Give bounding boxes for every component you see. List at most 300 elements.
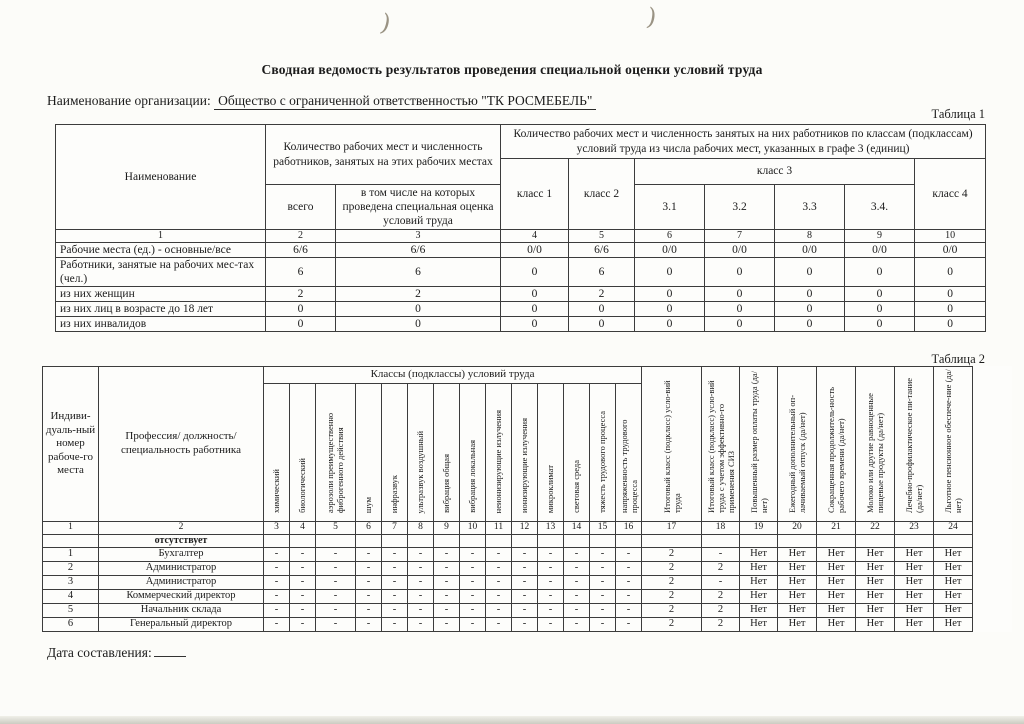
table-cell: -: [616, 603, 642, 617]
table-cell: Нет: [895, 575, 934, 589]
t1-header-name: Наименование: [56, 125, 266, 230]
table-cell: -: [408, 547, 434, 561]
t2-header-nonionizing: [486, 384, 512, 522]
t1-header-group-left: Количество рабочих мест и численность работников, занятых на этих рабочих местах: [266, 125, 501, 185]
table-cell: -: [590, 575, 616, 589]
rotated-header-text: Сокращенная продолжитель-ность рабочего времени (да/нет): [826, 387, 847, 514]
empty-cell: [740, 534, 778, 547]
col-number: 13: [538, 521, 564, 534]
table-cell: Нет: [817, 575, 856, 589]
rotated-header-text: неионизирующие излучения: [493, 409, 504, 513]
profession-cell: Администратор: [99, 561, 264, 575]
t1-header-class2: класс 2: [569, 159, 635, 230]
table-cell: -: [316, 547, 356, 561]
table-cell: 2: [642, 617, 702, 631]
table-cell: 2: [702, 617, 740, 631]
organization-name: Общество с ограниченной ответственностью "ТК РОСМЕБЕЛЬ": [214, 93, 596, 110]
t1-header-group-right: Количество рабочих мест и численность занятых на них работников по классам (подклассам) условий труда из числа рабочих мест, указанных в графе 3 (единиц): [501, 125, 986, 159]
table-cell: -: [408, 589, 434, 603]
table-cell: -: [290, 603, 316, 617]
rotated-header-text: тяжесть трудового процесса: [597, 411, 608, 513]
table-cell: -: [564, 617, 590, 631]
table-cell: Нет: [856, 575, 895, 589]
table1-caption: Таблица 1: [931, 107, 985, 121]
table-cell: 6/6: [569, 243, 635, 258]
t2-header-profession: Профессия/ должность/ специальность работника: [99, 367, 264, 522]
table-cell: 0: [705, 258, 775, 287]
table-cell: 0: [569, 317, 635, 332]
table-cell: Нет: [778, 575, 817, 589]
table-cell: -: [538, 575, 564, 589]
table-cell: 0: [501, 287, 569, 302]
table-cell: -: [316, 603, 356, 617]
table-cell: 0: [915, 287, 986, 302]
table-cell: 0: [336, 317, 501, 332]
empty-cell: [434, 534, 460, 547]
workplace-number: 5: [43, 603, 99, 617]
table-cell: Нет: [934, 603, 973, 617]
table-cell: 0: [775, 258, 845, 287]
t2-header-increased-pay: [740, 367, 778, 522]
date-blank-underline: [154, 644, 186, 657]
table-row: [43, 561, 1012, 575]
table-cell: -: [382, 575, 408, 589]
table-cell: -: [460, 603, 486, 617]
table-cell: Нет: [895, 617, 934, 631]
table-cell: 2: [336, 287, 501, 302]
t2-header-intensity: [616, 384, 642, 522]
table-cell: 0: [501, 258, 569, 287]
col-number: 21: [817, 521, 856, 534]
col-number: 14: [564, 521, 590, 534]
table-cell: 6: [336, 258, 501, 287]
table-cell: 2: [266, 287, 336, 302]
table-cell: 0: [635, 317, 705, 332]
col-number: 1: [43, 521, 99, 534]
table-cell: 0: [845, 302, 915, 317]
table-cell: -: [702, 547, 740, 561]
table-row: [43, 617, 1012, 631]
table-cell: -: [512, 575, 538, 589]
scan-artifact-paren-right: ): [644, 2, 659, 32]
table-cell: 0/0: [501, 243, 569, 258]
table-cell: Нет: [856, 547, 895, 561]
table-cell: -: [486, 603, 512, 617]
table-cell: -: [408, 603, 434, 617]
rotated-header-text: шум: [363, 496, 374, 513]
table-cell: -: [538, 617, 564, 631]
empty-cell: [512, 534, 538, 547]
table-cell: -: [290, 547, 316, 561]
workplace-number: 4: [43, 589, 99, 603]
t1-header-total: всего: [266, 185, 336, 230]
table-cell: Нет: [740, 603, 778, 617]
scan-edge-shadow: [0, 716, 1024, 724]
table-cell: -: [264, 617, 290, 631]
empty-cell: [934, 534, 973, 547]
row-label: из них инвалидов: [56, 317, 266, 332]
rotated-header-text: световая среда: [571, 460, 582, 513]
col-number: 6: [356, 521, 382, 534]
col-number: 8: [775, 230, 845, 243]
t2-header-final-class: [642, 367, 702, 522]
table-cell: 0: [775, 302, 845, 317]
t1-numbering-row: [56, 230, 986, 243]
rotated-header-text: ультразвук воздушный: [415, 430, 426, 513]
t2-header-light: [564, 384, 590, 522]
table-cell: -: [616, 617, 642, 631]
table-cell: Нет: [934, 561, 973, 575]
col-number: 6: [635, 230, 705, 243]
profession-cell: Администратор: [99, 575, 264, 589]
table-row: [43, 603, 1012, 617]
table-cell: 0: [915, 302, 986, 317]
rotated-header-text: вибрация локальная: [467, 440, 478, 513]
table-cell: Нет: [934, 617, 973, 631]
table-cell: -: [290, 575, 316, 589]
col-number: 10: [915, 230, 986, 243]
table-cell: 0: [705, 287, 775, 302]
table-row: [56, 287, 986, 302]
table-cell: -: [264, 575, 290, 589]
table-cell: -: [264, 603, 290, 617]
table-cell: -: [486, 575, 512, 589]
table-row: [43, 547, 1012, 561]
t2-header-chemical: [264, 384, 290, 522]
table-cell: -: [616, 561, 642, 575]
table-cell: -: [356, 575, 382, 589]
t2-header-therapeutic-food: [895, 367, 934, 522]
t2-header-ionizing: [512, 384, 538, 522]
t2-header-severity: [590, 384, 616, 522]
table-cell: -: [356, 561, 382, 575]
table-cell: -: [264, 561, 290, 575]
scan-artifact-paren-left: ): [377, 8, 394, 38]
empty-cell: [316, 534, 356, 547]
t2-numbering-row: [43, 521, 1012, 534]
t2-header-infrasound: [382, 384, 408, 522]
t2-header-preferential-pension: [934, 367, 973, 522]
table-cell: Нет: [856, 561, 895, 575]
table-cell: -: [382, 589, 408, 603]
table-cell: -: [408, 561, 434, 575]
table-cell: -: [408, 575, 434, 589]
table-cell: Нет: [778, 617, 817, 631]
table-cell: 0: [775, 287, 845, 302]
table-cell: 6/6: [266, 243, 336, 258]
table-cell: -: [702, 575, 740, 589]
table-cell: -: [486, 589, 512, 603]
table-cell: -: [290, 589, 316, 603]
table-cell: Нет: [856, 617, 895, 631]
table-cell: 0: [705, 317, 775, 332]
col-number: 1: [56, 230, 266, 243]
empty-cell: [817, 534, 856, 547]
row-label: из них женщин: [56, 287, 266, 302]
table-cell: Нет: [856, 603, 895, 617]
col-number: 10: [460, 521, 486, 534]
col-number: 4: [501, 230, 569, 243]
empty-cell: [460, 534, 486, 547]
rotated-header-text: Лечебно-профилактическое пи-тание (да/нет): [904, 378, 925, 514]
rotated-header-text: Итоговый класс (подкласс) усло-вий труда с учетом эффективно-го применения СИЗ: [705, 380, 736, 514]
t1-header-class3-3: 3.3: [775, 185, 845, 230]
col-number: 24: [934, 521, 973, 534]
table-cell: -: [538, 561, 564, 575]
t2-header-aerosols: [316, 384, 356, 522]
table-cell: Нет: [895, 589, 934, 603]
table-cell: 2: [702, 589, 740, 603]
date-line: [47, 644, 186, 661]
table-cell: -: [460, 561, 486, 575]
col-number: 22: [856, 521, 895, 534]
table-cell: 0: [915, 317, 986, 332]
col-number: 23: [895, 521, 934, 534]
table-cell: 0: [501, 302, 569, 317]
t1-header-class3-1: 3.1: [635, 185, 705, 230]
table-cell: 2: [642, 547, 702, 561]
empty-cell: [356, 534, 382, 547]
table-cell: Нет: [740, 589, 778, 603]
table-cell: -: [264, 589, 290, 603]
col-number: 9: [434, 521, 460, 534]
table-cell: 0: [635, 287, 705, 302]
t2-header-microclimate: [538, 384, 564, 522]
table-cell: -: [382, 617, 408, 631]
table-cell: -: [538, 603, 564, 617]
table-cell: -: [512, 561, 538, 575]
table-cell: -: [486, 617, 512, 631]
table-cell: Нет: [778, 561, 817, 575]
col-number: 5: [569, 230, 635, 243]
rotated-header-text: Итоговый класс (подкласс) усло-вий труда: [661, 380, 682, 514]
table-cell: Нет: [895, 603, 934, 617]
table-cell: 0: [775, 317, 845, 332]
table-cell: -: [512, 617, 538, 631]
table-cell: -: [564, 589, 590, 603]
table-cell: Нет: [934, 575, 973, 589]
date-label: Дата составления:: [47, 645, 152, 660]
profession-cell: Бухгалтер: [99, 547, 264, 561]
t2-header-workplace-number: Индиви-дуаль-ный номер рабоче-го места: [43, 367, 99, 522]
organization-label: Наименование организации:: [47, 93, 211, 108]
empty-cell: [642, 534, 702, 547]
empty-cell: [616, 534, 642, 547]
table2-caption: Таблица 2: [931, 352, 985, 366]
rotated-header-text: Ежегодный дополнительный оп-лачиваемый отпуск (да/нет): [787, 395, 808, 514]
table-cell: -: [512, 589, 538, 603]
profession-cell: Коммерческий директор: [99, 589, 264, 603]
table-cell: Нет: [740, 617, 778, 631]
t1-header-class3-2: 3.2: [705, 185, 775, 230]
table-cell: -: [564, 547, 590, 561]
table-cell: Нет: [895, 561, 934, 575]
profession-cell: Генеральный директор: [99, 617, 264, 631]
table-cell: 0: [845, 258, 915, 287]
t2-header-noise: [356, 384, 382, 522]
profession-cell: Начальник склада: [99, 603, 264, 617]
workplace-number: 1: [43, 547, 99, 561]
rotated-header-text: микроклимат: [545, 464, 556, 513]
table-cell: -: [356, 589, 382, 603]
table-cell: 6/6: [336, 243, 501, 258]
col-number: 15: [590, 521, 616, 534]
rotated-header-text: вибрация общая: [441, 454, 452, 513]
table-cell: -: [590, 617, 616, 631]
table-row: [56, 317, 986, 332]
t2-header-vibration-local: [460, 384, 486, 522]
t1-header-class3: класс 3: [635, 159, 915, 185]
t2-header-reduced-hours: [817, 367, 856, 522]
table-row: [43, 575, 1012, 589]
table-cell: 0: [915, 258, 986, 287]
workplace-number: 3: [43, 575, 99, 589]
col-number: 18: [702, 521, 740, 534]
table-cell: 0: [569, 302, 635, 317]
col-number: 4: [290, 521, 316, 534]
table-cell: 0: [705, 302, 775, 317]
col-number: 7: [705, 230, 775, 243]
table-cell: -: [316, 617, 356, 631]
table-cell: 0/0: [845, 243, 915, 258]
col-number: 12: [512, 521, 538, 534]
table-cell: 2: [642, 589, 702, 603]
table-cell: -: [434, 617, 460, 631]
table-cell: 2: [642, 603, 702, 617]
table-cell: -: [538, 547, 564, 561]
table-cell: Нет: [778, 547, 817, 561]
empty-cell: [264, 534, 290, 547]
section-label: отсутствует: [99, 534, 264, 547]
table-cell: Нет: [740, 547, 778, 561]
table-cell: Нет: [817, 561, 856, 575]
table-row: [43, 589, 1012, 603]
row-label: Работники, занятые на рабочих мес-тах (чел.): [56, 258, 266, 287]
empty-cell: [702, 534, 740, 547]
t1-header-class1: класс 1: [501, 159, 569, 230]
col-number: 2: [99, 521, 264, 534]
table-cell: 0: [336, 302, 501, 317]
table-cell: -: [486, 561, 512, 575]
table-cell: -: [434, 589, 460, 603]
table-cell: -: [616, 547, 642, 561]
table-cell: 0: [266, 302, 336, 317]
empty-cell: [778, 534, 817, 547]
table-cell: -: [538, 589, 564, 603]
rotated-header-text: инфразвук: [389, 474, 400, 513]
table-row: [56, 243, 986, 258]
table-cell: -: [356, 617, 382, 631]
table-cell: -: [316, 575, 356, 589]
table-cell: 2: [569, 287, 635, 302]
t2-header-milk: [856, 367, 895, 522]
section-row-absent: [43, 534, 1012, 547]
workplace-number: 2: [43, 561, 99, 575]
col-number: 16: [616, 521, 642, 534]
empty-cell: [895, 534, 934, 547]
t2-header-classes-group: Классы (подклассы) условий труда: [264, 367, 642, 384]
table-cell: Нет: [778, 603, 817, 617]
table-cell: -: [460, 547, 486, 561]
table-cell: -: [316, 589, 356, 603]
table-cell: -: [382, 603, 408, 617]
table-cell: -: [616, 589, 642, 603]
organization-line: [47, 93, 596, 109]
table-cell: -: [408, 617, 434, 631]
table-cell: -: [486, 547, 512, 561]
rotated-header-text: Молоко или другие равноценные пищевые продукты (да/нет): [865, 393, 886, 514]
rotated-header-text: химический: [271, 469, 282, 513]
table-cell: Нет: [740, 575, 778, 589]
table-cell: 0: [845, 287, 915, 302]
table-cell: 2: [642, 575, 702, 589]
row-label: Рабочие места (ед.) - основные/все: [56, 243, 266, 258]
empty-cell: [590, 534, 616, 547]
empty-cell: [564, 534, 590, 547]
empty-cell: [856, 534, 895, 547]
table-cell: Нет: [740, 561, 778, 575]
empty-cell: [382, 534, 408, 547]
table-cell: -: [564, 603, 590, 617]
table-cell: Нет: [934, 589, 973, 603]
table-cell: -: [434, 547, 460, 561]
table-cell: -: [382, 547, 408, 561]
t2-header-ultrasound: [408, 384, 434, 522]
table-cell: 0: [501, 317, 569, 332]
table-cell: Нет: [817, 603, 856, 617]
table-cell: Нет: [817, 589, 856, 603]
table-cell: -: [356, 603, 382, 617]
table-cell: 0/0: [915, 243, 986, 258]
table-cell: -: [382, 561, 408, 575]
empty-cell: [486, 534, 512, 547]
table-cell: -: [616, 575, 642, 589]
col-number: 7: [382, 521, 408, 534]
table-cell: 0: [635, 258, 705, 287]
table-cell: -: [356, 547, 382, 561]
col-number: 2: [266, 230, 336, 243]
empty-cell: [408, 534, 434, 547]
t1-header-class3-4: 3.4.: [845, 185, 915, 230]
table-cell: -: [434, 575, 460, 589]
table-cell: -: [460, 589, 486, 603]
document-title: Сводная ведомость результатов проведения специальной оценки условий труда: [261, 62, 763, 77]
summary-table-1: [55, 124, 986, 332]
col-number: 9: [845, 230, 915, 243]
rotated-header-text: биологический: [297, 458, 308, 513]
table-cell: 0: [845, 317, 915, 332]
t1-header-class4: класс 4: [915, 159, 986, 230]
table-cell: 0/0: [775, 243, 845, 258]
table-cell: 2: [642, 561, 702, 575]
table-cell: -: [290, 617, 316, 631]
table-cell: Нет: [856, 589, 895, 603]
rotated-header-text: Льготное пенсионное обеспече-ние (да/нет): [943, 369, 964, 514]
table-cell: 6: [569, 258, 635, 287]
table-cell: 0/0: [635, 243, 705, 258]
t2-header-vibration-general: [434, 384, 460, 522]
t2-header-biological: [290, 384, 316, 522]
table-cell: -: [264, 547, 290, 561]
row-label: из них лиц в возрасте до 18 лет: [56, 302, 266, 317]
table-cell: -: [316, 561, 356, 575]
table-cell: -: [512, 603, 538, 617]
t1-header-assessed: в том числе на которых проведена специальная оценка условий труда: [336, 185, 501, 230]
table-cell: -: [590, 603, 616, 617]
col-number: 11: [486, 521, 512, 534]
col-number: 5: [316, 521, 356, 534]
table-cell: -: [590, 589, 616, 603]
